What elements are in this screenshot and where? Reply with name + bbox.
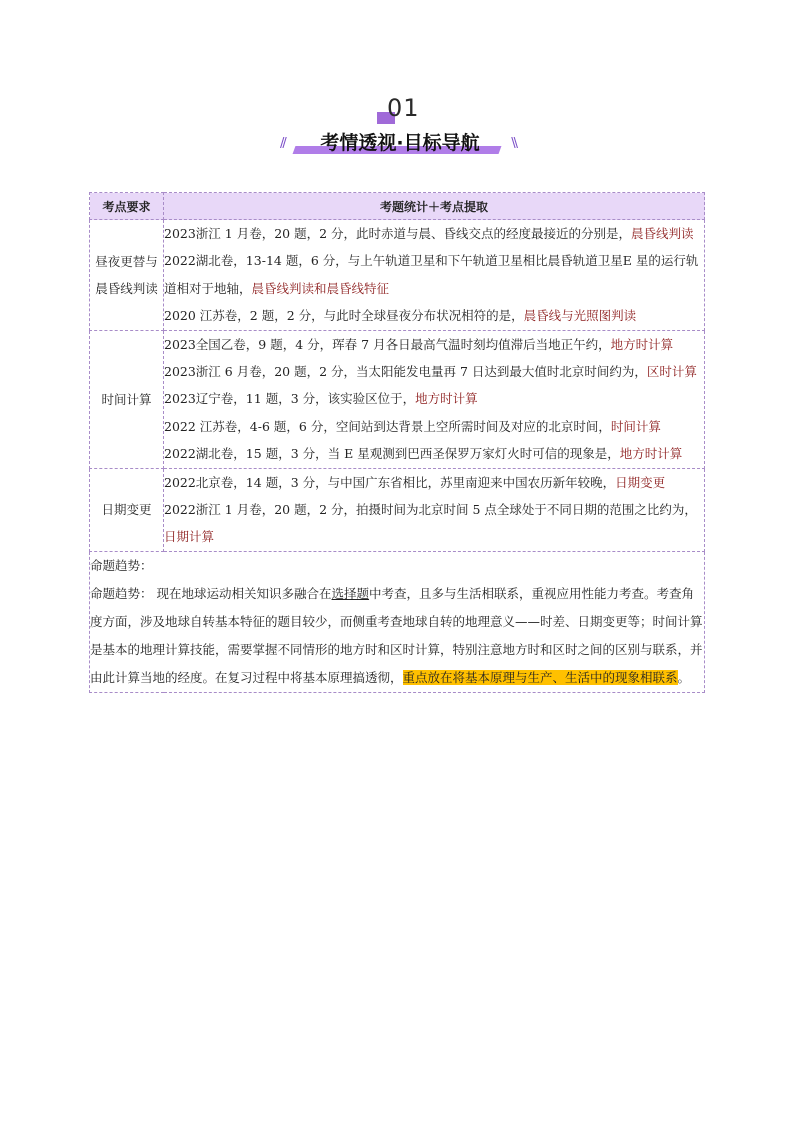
trend-paragraph: 命题趋势： 现在地球运动相关知识多融合在选择题中考查，且多与生活相联系，重视应用性能力考查。考查角度方面，涉及地球自转基本特征的题目较少，而侧重考查地球自转的地理意义——时差、日期变更等；时间计算是基本的地理计算技能，需要掌握不同情形的地方时和区时计算，特别注意地方时和区时之间的区别与联系，并由此计算当地的经度。在复习过程中将基本原理搞透彻，重点放在将基本原理与生产、生活中的现象相联系。 bbox=[90, 585, 703, 685]
table-row bbox=[90, 330, 705, 468]
knowledge-point: 地方时计算 bbox=[610, 336, 674, 352]
exam-entry: 2022浙江 1 月卷，20 题，2 分，拍摄时间为北京时间 5 点全球处于不同日期的范围之比约为，日期计算 bbox=[164, 502, 697, 545]
exam-analysis-table bbox=[89, 192, 705, 693]
knowledge-point: 地方时计算 bbox=[619, 446, 683, 462]
section-number-text: 01 bbox=[387, 94, 420, 122]
entries-cell bbox=[164, 220, 705, 331]
entries-cell bbox=[164, 330, 705, 468]
exam-entry: 2022湖北卷，13-14 题，6 分，与上午轨道卫星和下午轨道卫星相比晨昏轨道卫星E 星的运行轨道相对于地轴，晨昏线判读和晨昏线特征 bbox=[164, 253, 699, 296]
entries-cell bbox=[164, 468, 705, 551]
exam-entry: 2022北京卷，14 题，3 分，与中国广东省相比，苏里南迎来中国农历新年较晚，日期变更 bbox=[164, 474, 666, 490]
knowledge-point: 区时计算 bbox=[646, 364, 697, 380]
exam-entry: 2022 江苏卷，4-6 题，6 分，空间站到达背景上空所需时间及对应的北京时间，时间计算 bbox=[164, 418, 661, 434]
exam-entry: 2023全国乙卷，9 题，4 分，珲春 7 月各日最高气温时刻均值滞后当地正午约，地方时计算 bbox=[164, 336, 674, 352]
knowledge-point: 时间计算 bbox=[610, 418, 661, 434]
knowledge-point: 晨昏线与光照图判读 bbox=[523, 308, 637, 324]
exam-entry: 2023浙江 1 月卷，20 题，2 分，此时赤道与晨、昏线交点的经度最接近的分别是，晨昏线判读 bbox=[164, 226, 694, 241]
left-slash-decoration: // bbox=[280, 136, 285, 151]
category-cell: 昼夜更替与晨昏线判读 bbox=[90, 220, 164, 331]
section-header bbox=[0, 92, 794, 162]
trend-cell bbox=[90, 551, 705, 692]
category-cell: 日期变更 bbox=[90, 468, 164, 551]
exam-entry: 2022湖北卷，15 题，3 分，当 E 星观测到巴西圣保罗万家灯火时可信的现象是，地方时计算 bbox=[164, 446, 683, 462]
exam-entry: 2023浙江 6 月卷，20 题，2 分，当太阳能发电量再 7 日达到最大值时北京时间约为，区时计算 bbox=[164, 364, 697, 380]
knowledge-point: 晨昏线判读 bbox=[631, 226, 694, 241]
table-row bbox=[90, 220, 705, 331]
trend-label: 命题趋势： bbox=[90, 557, 153, 573]
highlighted-key-point: 重点放在将基本原理与生产、生活中的现象相联系 bbox=[402, 669, 678, 685]
knowledge-point: 日期变更 bbox=[615, 474, 666, 490]
knowledge-point: 日期计算 bbox=[164, 529, 215, 545]
col-header-statistics: 考题统计＋考点提取 bbox=[164, 193, 705, 220]
col-header-requirement: 考点要求 bbox=[90, 193, 164, 220]
section-title: 考情透视·目标导航 bbox=[320, 132, 480, 154]
right-slash-decoration: \\ bbox=[511, 136, 516, 151]
exam-entry: 2023辽宁卷，11 题，3 分，该实验区位于，地方时计算 bbox=[164, 391, 478, 407]
section-number bbox=[375, 94, 435, 126]
title-banner bbox=[280, 128, 516, 156]
table-row bbox=[90, 468, 705, 551]
category-cell: 时间计算 bbox=[90, 330, 164, 468]
exam-entry: 2020 江苏卷，2 题，2 分，与此时全球昼夜分布状况相符的是，晨昏线与光照图判读 bbox=[164, 308, 637, 324]
underlined-term: 选择题 bbox=[331, 585, 370, 601]
table-header-row bbox=[90, 193, 705, 220]
trend-row bbox=[90, 551, 705, 692]
knowledge-point: 晨昏线判读和晨昏线特征 bbox=[251, 280, 390, 296]
knowledge-point: 地方时计算 bbox=[415, 391, 478, 407]
